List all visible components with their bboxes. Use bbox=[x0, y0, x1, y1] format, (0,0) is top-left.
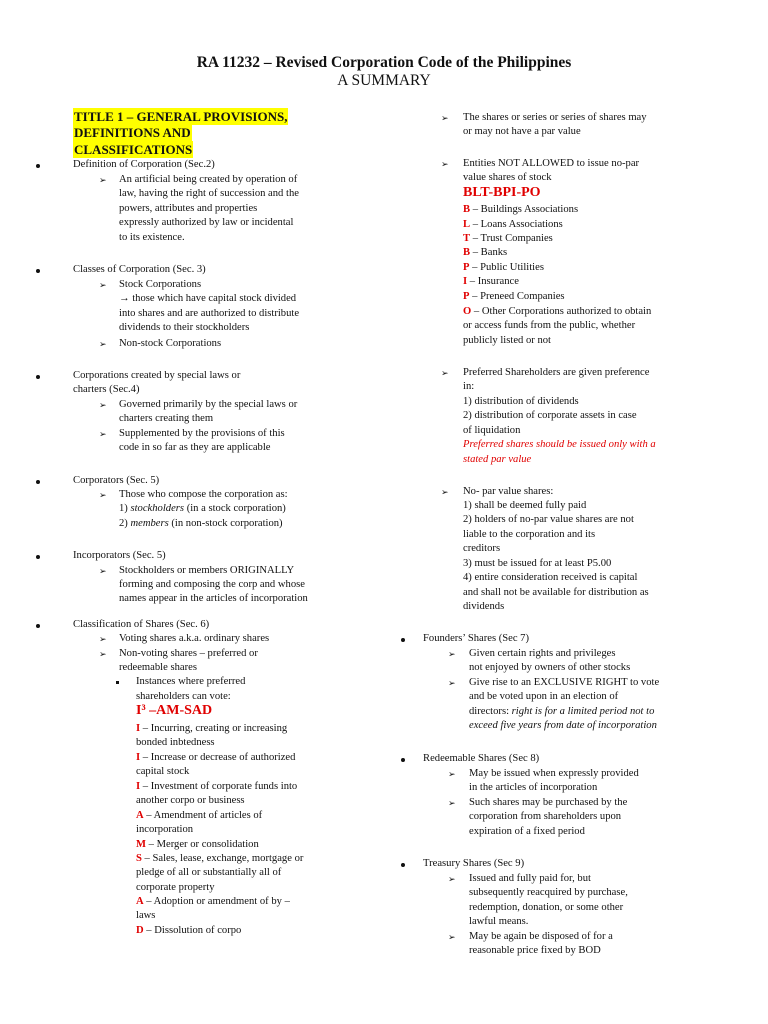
section-title-line: CLASSIFICATIONS bbox=[74, 142, 193, 157]
nopar-item: P – Public Utilities bbox=[463, 262, 544, 273]
arrow-bullet-icon: ➢ bbox=[99, 280, 107, 290]
corporators-item: 2) members (in non-stock corporation) bbox=[119, 518, 283, 529]
treasury-line: subsequently reacquired by purchase, bbox=[469, 887, 628, 898]
vote-item: I – Investment of corporate funds into bbox=[136, 781, 298, 792]
noparval-line: 1) shall be deemed fully paid bbox=[463, 500, 587, 511]
special-sub: code in so far as they are applicable bbox=[119, 442, 271, 453]
instances-line: Instances where preferred bbox=[136, 676, 246, 687]
square-bullet-icon bbox=[116, 681, 119, 684]
special-sub: charters creating them bbox=[119, 413, 214, 424]
nopar-line: Entities NOT ALLOWED to issue no-par bbox=[463, 158, 640, 169]
founders-line: not enjoyed by owners of other stocks bbox=[469, 662, 631, 673]
def-line: powers, attributes and properties bbox=[119, 203, 258, 214]
bullet-treasury: Treasury Shares (Sec 9) bbox=[423, 858, 525, 869]
par-line: or may not have a par value bbox=[463, 126, 581, 137]
nopar-item: L – Loans Associations bbox=[463, 219, 563, 230]
arrow-bullet-icon: ➢ bbox=[448, 874, 456, 884]
preferred-note: Preferred shares should be issued only with a bbox=[463, 439, 656, 450]
arrow-bullet-icon: ➢ bbox=[448, 769, 456, 779]
section-title-line: DEFINITIONS AND bbox=[74, 125, 191, 140]
vote-item-cont: laws bbox=[136, 910, 156, 921]
bullet-dot bbox=[36, 480, 40, 484]
nopar-item: B – Buildings Associations bbox=[463, 204, 579, 215]
founders-line: exceed five years from date of incorporation bbox=[469, 720, 657, 731]
arrow-bullet-icon: ➢ bbox=[99, 339, 107, 349]
treasury-line: redemption, donation, or some other bbox=[469, 902, 624, 913]
vote-item-cont: another corpo or business bbox=[136, 795, 245, 806]
arrow-bullet-icon: ➢ bbox=[99, 175, 107, 185]
page-title: RA 11232 – Revised Corporation Code of the Philippines bbox=[196, 54, 572, 71]
acronym-iamsad: I³ –AM-SAD bbox=[136, 703, 213, 718]
vote-item: A – Adoption or amendment of by – bbox=[136, 896, 290, 907]
treasury-line: Issued and fully paid for, but bbox=[469, 873, 591, 884]
nopar-item: P – Preneed Companies bbox=[463, 291, 565, 302]
redeemable-line: expiration of a fixed period bbox=[469, 826, 585, 837]
voting-shares: Voting shares a.k.a. ordinary shares bbox=[119, 633, 270, 644]
bullet-dot bbox=[36, 375, 40, 379]
bullet-redeemable: Redeemable Shares (Sec 8) bbox=[423, 753, 540, 764]
vote-item: A – Amendment of articles of bbox=[136, 810, 263, 821]
arrow-bullet-icon: ➢ bbox=[441, 159, 449, 169]
arrow-bullet-icon: ➢ bbox=[99, 429, 107, 439]
preferred-line: Preferred Shareholders are given preference bbox=[463, 367, 650, 378]
bullet-founders: Founders’ Shares (Sec 7) bbox=[423, 633, 530, 644]
arrow-bullet-icon: ➢ bbox=[448, 932, 456, 942]
special-line: charters (Sec.4) bbox=[73, 384, 140, 395]
noparval-line: liable to the corporation and its bbox=[463, 529, 596, 540]
corporators-sub: Those who compose the corporation as: bbox=[119, 489, 288, 500]
stock-desc: dividends to their stockholders bbox=[119, 322, 250, 333]
founders-line: and be voted upon in an election of bbox=[469, 691, 619, 702]
def-line: law, having the right of succession and the bbox=[119, 188, 299, 199]
vote-item-cont: pledge of all or substantially all of bbox=[136, 867, 282, 878]
nonstock-corporations: Non-stock Corporations bbox=[119, 338, 222, 349]
special-sub: Supplemented by the provisions of this bbox=[119, 428, 285, 439]
arrow-bullet-icon: ➢ bbox=[99, 634, 107, 644]
redeemable-line: Such shares may be purchased by the bbox=[469, 797, 628, 808]
stock-corporations: Stock Corporations bbox=[119, 279, 202, 290]
arrow-bullet-icon: ➢ bbox=[448, 798, 456, 808]
bullet-dot bbox=[401, 758, 405, 762]
arrow-bullet-icon: ➢ bbox=[99, 649, 107, 659]
vote-item-cont: corporate property bbox=[136, 882, 215, 893]
bullet-dot bbox=[36, 624, 40, 628]
noparval-line: creditors bbox=[463, 543, 501, 554]
founders-line: Give rise to an EXCLUSIVE RIGHT to vote bbox=[469, 677, 660, 688]
bullet-dot bbox=[36, 269, 40, 273]
nonvoting-line: Non-voting shares – preferred or bbox=[119, 648, 258, 659]
stock-desc: → those which have capital stock divided bbox=[119, 293, 297, 304]
page-subtitle: A SUMMARY bbox=[337, 72, 431, 89]
redeemable-line: corporation from shareholders upon bbox=[469, 811, 622, 822]
stock-desc: into shares and are authorized to distribute bbox=[119, 308, 300, 319]
bullet-dot bbox=[401, 863, 405, 867]
bullet-dot bbox=[36, 555, 40, 559]
arrow-bullet-icon: ➢ bbox=[448, 678, 456, 688]
nonvoting-line: redeemable shares bbox=[119, 662, 197, 673]
founders-line: directors: right is for a limited period not to bbox=[469, 706, 655, 717]
noparval-line: and shall not be available for distribution as bbox=[463, 587, 649, 598]
nopar-item: B – Banks bbox=[463, 247, 508, 258]
special-sub: Governed primarily by the special laws or bbox=[119, 399, 298, 410]
bullet-definition: Definition of Corporation (Sec.2) bbox=[73, 159, 215, 170]
preferred-line: 2) distribution of corporate assets in case bbox=[463, 410, 637, 421]
vote-item-cont: bonded inbtedness bbox=[136, 737, 215, 748]
incorporators-line: forming and composing the corp and whose bbox=[119, 579, 305, 590]
nopar-line: value shares of stock bbox=[463, 172, 552, 183]
noparval-line: 2) holders of no-par value shares are not bbox=[463, 514, 634, 525]
special-line: Corporations created by special laws or bbox=[73, 370, 241, 381]
preferred-line: in: bbox=[463, 381, 475, 392]
arrow-bullet-icon: ➢ bbox=[99, 566, 107, 576]
vote-item-cont: capital stock bbox=[136, 766, 190, 777]
treasury-line: May be again be disposed of for a bbox=[469, 931, 613, 942]
nopar-item-cont: publicly listed or not bbox=[463, 335, 551, 346]
def-line: expressly authorized by law or incidental bbox=[119, 217, 294, 228]
redeemable-line: May be issued when expressly provided bbox=[469, 768, 639, 779]
acronym-bltbpipo: BLT-BPI-PO bbox=[463, 185, 541, 200]
vote-item-cont: incorporation bbox=[136, 824, 194, 835]
arrow-bullet-icon: ➢ bbox=[441, 113, 449, 123]
preferred-note: stated par value bbox=[463, 454, 532, 465]
nopar-item: I – Insurance bbox=[463, 276, 519, 287]
noparval-line: 4) entire consideration received is capital bbox=[463, 572, 638, 583]
vote-item: S – Sales, lease, exchange, mortgage or bbox=[136, 853, 304, 864]
treasury-line: lawful means. bbox=[469, 916, 529, 927]
arrow-bullet-icon: ➢ bbox=[99, 400, 107, 410]
vote-item: I – Incurring, creating or increasing bbox=[136, 723, 288, 734]
preferred-line: of liquidation bbox=[463, 425, 521, 436]
arrow-bullet-icon: ➢ bbox=[448, 649, 456, 659]
vote-item: I – Increase or decrease of authorized bbox=[136, 752, 296, 763]
bullet-corporators: Corporators (Sec. 5) bbox=[73, 475, 160, 486]
instances-line: shareholders can vote: bbox=[136, 691, 231, 702]
nopar-item-cont: or access funds from the public, whether bbox=[463, 320, 636, 331]
section-title-line: TITLE 1 – GENERAL PROVISIONS, bbox=[74, 109, 288, 124]
noparval-line: No- par value shares: bbox=[463, 486, 554, 497]
noparval-line: 3) must be issued for at least P5.00 bbox=[463, 558, 612, 569]
corporators-item: 1) stockholders (in a stock corporation) bbox=[119, 503, 286, 514]
par-line: The shares or series or series of shares may bbox=[463, 112, 647, 123]
arrow-bullet-icon: ➢ bbox=[441, 368, 449, 378]
incorporators-line: names appear in the articles of incorporation bbox=[119, 593, 308, 604]
bullet-classification: Classification of Shares (Sec. 6) bbox=[73, 619, 210, 630]
bullet-dot bbox=[36, 164, 40, 168]
nopar-item: O – Other Corporations authorized to obtain bbox=[463, 306, 652, 317]
bullet-incorporators: Incorporators (Sec. 5) bbox=[73, 550, 166, 561]
arrow-bullet-icon: ➢ bbox=[99, 490, 107, 500]
preferred-line: 1) distribution of dividends bbox=[463, 396, 579, 407]
founders-line: Given certain rights and privileges bbox=[469, 648, 616, 659]
incorporators-line: Stockholders or members ORIGINALLY bbox=[119, 565, 295, 576]
bullet-dot bbox=[401, 638, 405, 642]
nopar-item: T – Trust Companies bbox=[463, 233, 553, 244]
noparval-line: dividends bbox=[463, 601, 505, 612]
vote-item: M – Merger or consolidation bbox=[136, 839, 259, 850]
redeemable-line: in the articles of incorporation bbox=[469, 782, 598, 793]
def-line: to its existence. bbox=[119, 232, 185, 243]
vote-item: D – Dissolution of corpo bbox=[136, 925, 242, 936]
treasury-line: reasonable price fixed by BOD bbox=[469, 945, 601, 956]
arrow-bullet-icon: ➢ bbox=[441, 487, 449, 497]
bullet-classes: Classes of Corporation (Sec. 3) bbox=[73, 264, 206, 275]
def-line: An artificial being created by operation of bbox=[119, 174, 298, 185]
